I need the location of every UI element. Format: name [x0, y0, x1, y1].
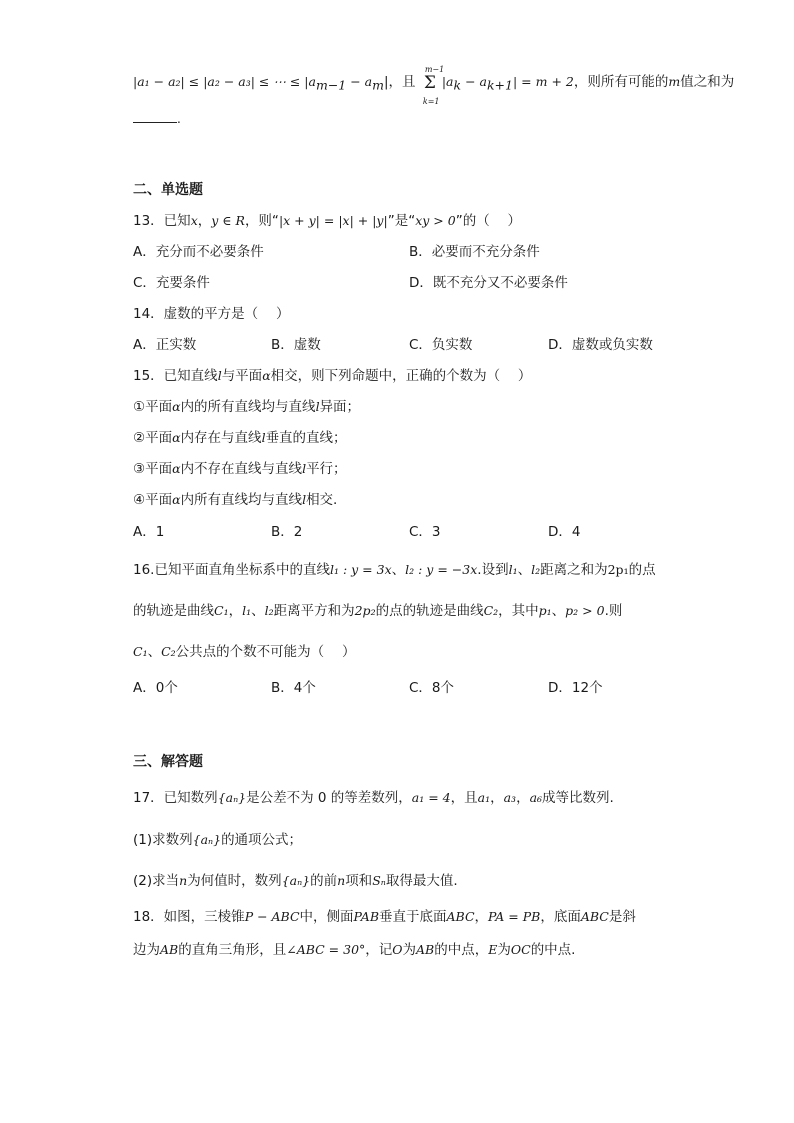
q14-option-b: B．虚数 [271, 337, 321, 353]
q17-stem: 17．已知数列{aₙ}是公差不为 0 的等差数列，a₁ = 4，且a₁，a₃，a₆成等比数列. [133, 790, 614, 806]
q15-option-c: C．3 [409, 524, 441, 540]
q12-condition-line: |a₁ − a₂| ≤ |a₂ − a₃| ≤ ⋯ ≤ $|a_{m-1} - a_m|$，且 m−1 Σ k=1 $|a_k - a_{k+1}| = m + 2$，则所有可能的m值之和为 [133, 65, 735, 106]
q14-stem: 14．虚数的平方是（ ） [133, 306, 290, 322]
q13-option-b: B．必要而不充分条件 [409, 244, 540, 260]
q14-option-a: A．正实数 [133, 337, 197, 353]
q15-statement-1: ①平面α内的所有直线均与直线l异面； [133, 399, 361, 415]
section-title-solutions: 三、解答题 [133, 754, 203, 770]
q14-option-c: C．负实数 [409, 337, 473, 353]
section-title-single-choice: 二、单选题 [133, 182, 203, 198]
q17-part-1: (1)求数列{aₙ}的通项公式； [133, 832, 303, 848]
q13-option-c: C．充要条件 [133, 275, 210, 291]
q17-part-2: (2)求当n为何值时，数列{aₙ}的前n项和Sₙ取得最大值. [133, 873, 458, 889]
q15-option-b: B．2 [271, 524, 303, 540]
summation-symbol: m−1 Σ k=1 [422, 65, 445, 106]
q16-line-3: C₁、C₂公共点的个数不可能为（ ） [133, 644, 356, 660]
q18-line-2: 边为AB的直角三角形，且∠ABC = 30°，记O为AB的中点，E为OC的中点. [133, 942, 576, 958]
q18-line-1: 18．如图，三棱锥P − ABC中，侧面PAB垂直于底面ABC，PA = PB，底面ABC是斜 [133, 909, 636, 925]
q13-option-a: A．充分而不必要条件 [133, 244, 264, 260]
q16-option-a: A．0个 [133, 680, 178, 696]
q16-option-d: D．12个 [548, 680, 603, 696]
q13-option-d: D．既不充分又不必要条件 [409, 275, 568, 291]
q16-option-c: C．8个 [409, 680, 455, 696]
q16-option-b: B．4个 [271, 680, 316, 696]
q15-statement-3: ③平面α内不存在直线与直线l平行； [133, 461, 347, 477]
q15-statement-2: ②平面α内存在与直线l垂直的直线； [133, 430, 347, 446]
q16-line-1: 16.已知平面直角坐标系中的直线l₁ : y = 3x、l₂ : y = −3x.设到l₁、l₂距离之和为2p₁的点 [133, 562, 656, 578]
q16-line-2: 的轨迹是曲线C₁，l₁、l₂距离平方和为2p₂的点的轨迹是曲线C₂，其中p₁、p₂ > 0.则 [133, 603, 623, 619]
q15-statement-4: ④平面α内所有直线均与直线l相交. [133, 492, 338, 508]
answer-blank [133, 122, 177, 123]
q14-option-d: D．虚数或负实数 [548, 337, 653, 353]
blank-period: . [177, 112, 181, 126]
q13-stem: 13．已知x，y ∈ R，则“|x + y| = |x| + |y|”是“xy > 0”的（ ） [133, 213, 521, 229]
q15-stem: 15．已知直线l与平面α相交，则下列命题中，正确的个数为（ ） [133, 368, 532, 384]
q15-option-d: D．4 [548, 524, 581, 540]
q12-chain: |a₁ − a₂| ≤ |a₂ − a₃| ≤ ⋯ ≤ |a [133, 74, 316, 89]
q15-option-a: A．1 [133, 524, 165, 540]
